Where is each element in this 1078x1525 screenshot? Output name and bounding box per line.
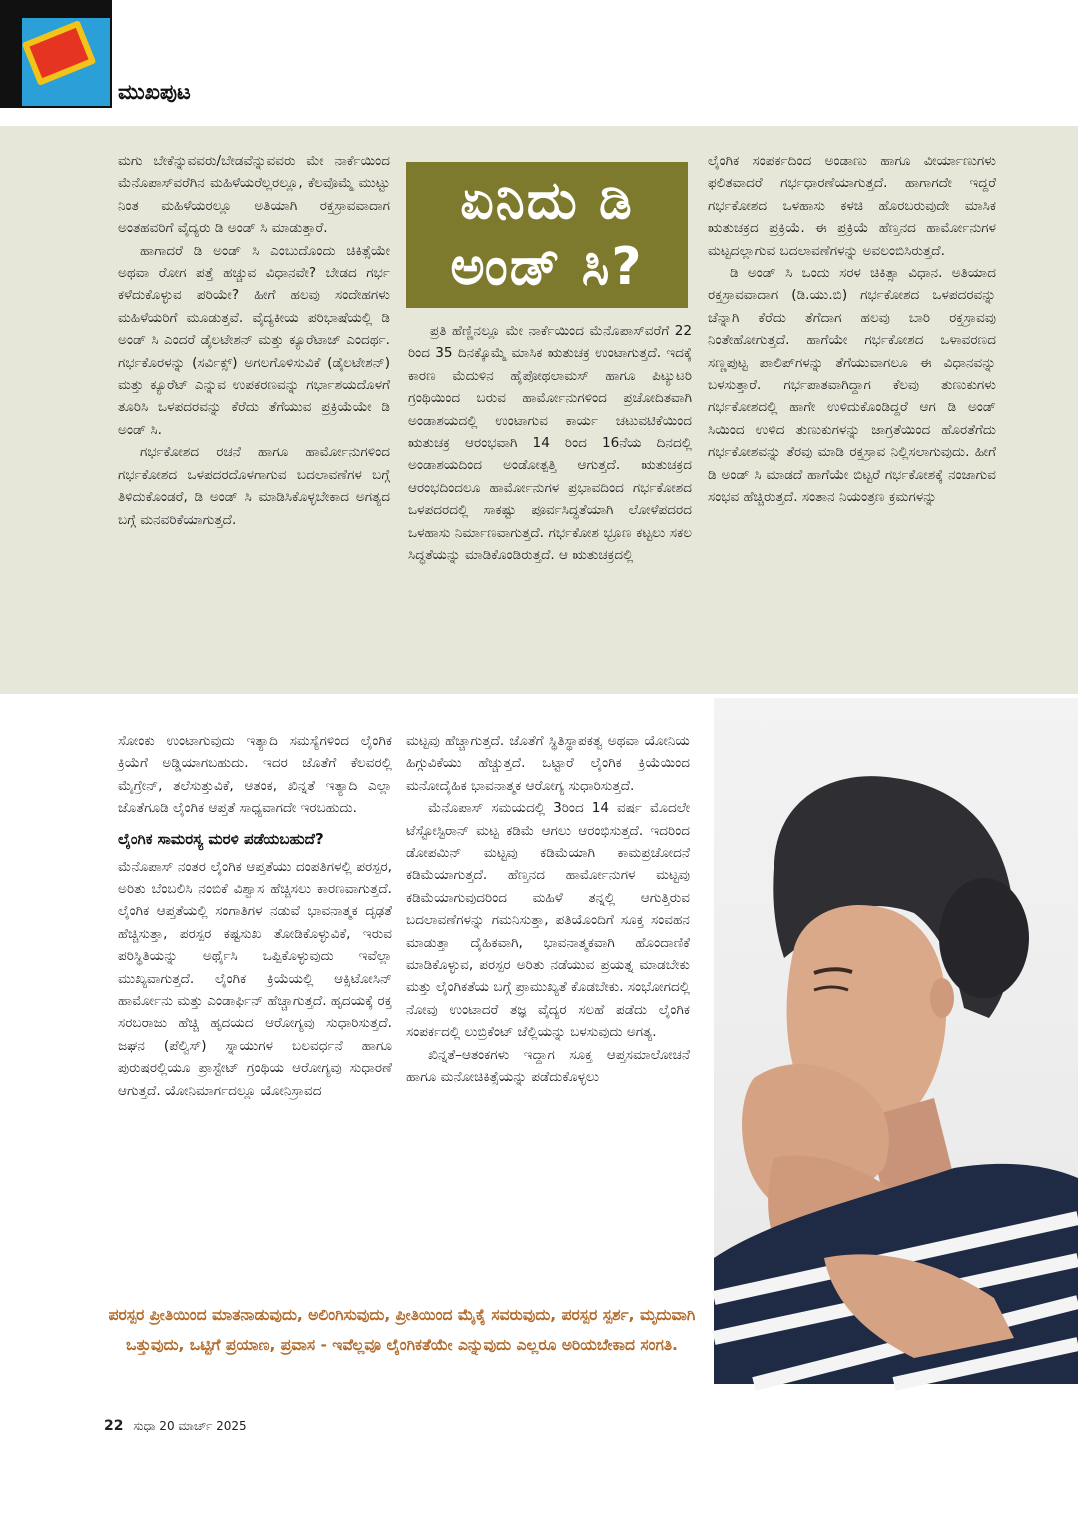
article-column-2 bbox=[408, 320, 692, 686]
paragraph: ಸೋಂಕು ಉಂಟಾಗುವುದು ಇತ್ಯಾದಿ ಸಮಸ್ಯೆಗಳಿಂದ ಲೈಂಗಿಕ ಕ್ರಿಯೆಗೆ ಅಡ್ಡಿಯಾಗಬಹುದು. ಇದರ ಜೊತೆಗೆ ಕೆಲವರಲ್ಲಿ ಮೈಗ್ರೇನ್, ತಲೆಸುತ್ತುವಿಕೆ, ಆತಂಕ, ಖಿನ್ನತೆ ಇತ್ಯಾದಿ ಎಲ್ಲಾ ಜೊತೆಗೂಡಿ ಲೈಂಗಿಕ ಆಪ್ತತೆ ಸಾಧ್ಯವಾಗದೇ ಇರಬಹುದು. bbox=[118, 733, 392, 817]
bottom-column-1 bbox=[118, 730, 392, 1099]
bottom-column-1-body bbox=[118, 856, 392, 1099]
paragraph: ಮೆನೊಪಾಸ್ ಸಮಯದಲ್ಲಿ 3ರಿಂದ 14 ವರ್ಷ ಮೊದಲೇ ಟೆಸ್ಟೋಸ್ಟಿರಾನ್ ಮಟ್ಟ ಕಡಿಮೆ ಆಗಲು ಆರಂಭಿಸುತ್ತದೆ. ಇದರಿಂದ ಡೋಪಮಿನ್ ಮಟ್ಟವು ಕಡಿಮೆಯಾಗಿ ಕಾಮಪ್ರಚೋದನೆ ಕಡಿಮೆಯಾಗುತ್ತದೆ. ಹೆಣ್ತನದ ಹಾರ್ಮೋನುಗಳ ಮಟ್ಟವು ಕಡಿಮೆಯಾಗುವುದರಿಂದ ಮಹಿಳೆ ತನ್ನಲ್ಲಿ ಆಗುತ್ತಿರುವ ಬದಲಾವಣೆಗಳನ್ನು ಗಮನಿಸುತ್ತಾ, ಪತಿಯೊಂದಿಗೆ ಸೂಕ್ತ ಸಂವಹನ ಮಾಡುತ್ತಾ ದೈಹಿಕವಾಗಿ, ಭಾವನಾತ್ಮಕವಾಗಿ ಹೊಂದಾಣಿಕೆ ಮಾಡಿಕೊಳ್ಳುವ, ಪರಸ್ಪರ ಅರಿತು ನಡೆಯುವ ಪ್ರಯತ್ನ ಮಾಡಬೇಕು ಮತ್ತು ಲೈಂಗಿಕತೆಯ ಬಗ್ಗೆ ಪ್ರಾಮುಖ್ಯತೆ ಕೊಡಬೇಕು. ಸಂಭೋಗದಲ್ಲಿ ನೋವು ಉಂಟಾದರೆ ತಜ್ಞ ವೈದ್ಯರ ಸಲಹೆ ಪಡೆದು ಲೈಂಗಿಕ ಸಂಪರ್ಕದಲ್ಲಿ ಲುಬ್ರಿಕೆಂಟ್ ಜೆಲ್ಲಿಯನ್ನು ಬಳಸುವುದು ಅಗತ್ಯ. bbox=[406, 800, 690, 1041]
subheading: ಲೈಂಗಿಕ ಸಾಮರಸ್ಯ ಮರಳಿ ಪಡೆಯಬಹುದೆ? bbox=[118, 829, 324, 848]
article-title-line-1: ಏನಿದು ಡಿ bbox=[460, 171, 634, 231]
bottom-column-2 bbox=[406, 730, 690, 1090]
magazine-logo bbox=[0, 0, 112, 108]
paragraph: ಪ್ರತಿ ಹೆಣ್ಣಿನಲ್ಲೂ ಮೇ ನಾರ್ಕೆಯಿಂದ ಮೆನೊಪಾಸ್‌ವರೆಗೆ 22 ರಿಂದ 35 ದಿನಕ್ಕೊಮ್ಮೆ ಮಾಸಿಕ ಋತುಚಕ್ರ ಉಂಟಾಗುತ್ತದೆ. ಇದಕ್ಕೆ ಕಾರಣ ಮೆದುಳಿನ ಹೈಪೋಥಲಾಮಸ್ ಹಾಗೂ ಪಿಟ್ಯುಟರಿ ಗ್ರಂಥಿಯಿಂದ ಬರುವ ಹಾರ್ಮೋನುಗಳಿಂದ ಪ್ರಚೋದಿತವಾಗಿ ಅಂಡಾಶಯದಲ್ಲಿ ಉಂಟಾಗುವ ಕಾರ್ಯ ಚಟುವಟಿಕೆಯಿಂದ ಋತುಚಕ್ರ ಆರಂಭವಾಗಿ 14 ರಿಂದ 16ನೆಯ ದಿನದಲ್ಲಿ ಅಂಡಾಶಯದಿಂದ ಅಂಡೋತ್ಪತ್ತಿ ಆಗುತ್ತದೆ. ಋತುಚಕ್ರದ ಆರಂಭದಿಂದಲೂ ಹಾರ್ಮೋನುಗಳ ಪ್ರಭಾವದಿಂದ ಗರ್ಭಕೋಶದ ಒಳಪದರದಲ್ಲಿ ಸಾಕಷ್ಟು ಪೂರ್ವಸಿದ್ಧತೆಯಾಗಿ ಲೋಳೆಪದರದ ಒಳಹಾಸು ನಿರ್ಮಾಣವಾಗುತ್ತದೆ. ಗರ್ಭಕೋಶ ಭ್ರೂಣ ಕಟ್ಟಲು ಸಕಲ ಸಿದ್ಧತೆಯನ್ನು ಮಾಡಿಕೊಂಡಿರುತ್ತದೆ. ಆ ಋತುಚಕ್ರದಲ್ಲಿ bbox=[408, 323, 692, 564]
paragraph: ಖಿನ್ನತೆ–ಆತಂಕಗಳು ಇದ್ದಾಗ ಸೂಕ್ತ ಆಪ್ತಸಮಾಲೋಚನೆ ಹಾಗೂ ಮನೋಚಿಕಿತ್ಸೆಯನ್ನು ಪಡೆದುಕೊಳ್ಳಲು bbox=[406, 1046, 690, 1086]
pull-quote: ಪರಸ್ಪರ ಪ್ರೀತಿಯಿಂದ ಮಾತನಾಡುವುದು, ಅಲಿಂಗಿಸುವುದು, ಪ್ರೀತಿಯಿಂದ ಮೈಕೈ ಸವರುವುದು, ಪರಸ್ಪರ ಸ್ಪರ್ಶ, ಮೃದುವಾಗಿ ಒತ್ತುವುದು, ಒಟ್ಟಿಗೆ ಪ್ರಯಾಣ, ಪ್ರವಾಸ - ಇವೆಲ್ಲವೂ ಲೈಂಗಿಕತೆಯೇ ಎನ್ನುವುದು ಎಲ್ಲರೂ ಅರಿಯಬೇಕಾದ ಸಂಗತಿ. bbox=[108, 1306, 696, 1354]
paragraph: ಹಾಗಾದರೆ ಡಿ ಅಂಡ್ ಸಿ ಎಂಬುದೊಂದು ಚಿಕಿತ್ಸೆಯೇ ಅಥವಾ ರೋಗ ಪತ್ತೆ ಹಚ್ಚುವ ವಿಧಾನವೇ? ಬೇಡದ ಗರ್ಭ ಕಳೆದುಕೊಳ್ಳುವ ಪರಿಯೇ? ಹೀಗೆ ಹಲವು ಸಂದೇಹಗಳು ಮಹಿಳೆಯರಿಗೆ ಮೂಡುತ್ತವೆ. ವೈದ್ಯಕೀಯ ಪರಿಭಾಷೆಯಲ್ಲಿ ಡಿ ಅಂಡ್ ಸಿ ಎಂದರೆ ಡೈಲಟೇಶನ್ ಮತ್ತು ಕ್ಯೂರೆಟಾಜ್ ಎಂದರ್ಥ. ಗರ್ಭಕೊರಳನ್ನು (ಸರ್ವಿಕ್ಸ್) ಅಗಲಗೊಳಿಸುವಿಕೆ (ಡೈಲಟೇಶನ್) ಮತ್ತು ಕ್ಯೂರೆಟ್ ಎನ್ನುವ ಉಪಕರಣವನ್ನು ಗರ್ಭಾಶಯದೊಳಗೆ ತೂರಿಸಿ ಒಳಪದರವನ್ನು ಕೆರೆದು ತೆಗೆಯುವ ಪ್ರಕ್ರಿಯೆಯೇ ಡಿ ಅಂಡ್ ಸಿ. bbox=[118, 242, 390, 438]
paragraph: ಮಟ್ಟವು ಹೆಚ್ಚಾಗುತ್ತದೆ. ಜೊತೆಗೆ ಸ್ಥಿತಿಸ್ಥಾಪಕತ್ವ ಅಥವಾ ಯೋನಿಯ ಹಿಗ್ಗುವಿಕೆಯು ಹೆಚ್ಚುತ್ತದೆ. ಒಟ್ಟಾರೆ ಲೈಂಗಿಕ ಕ್ರಿಯೆಯಿಂದ ಮನೋದೈಹಿಕ ಭಾವನಾತ್ಮಕ ಆರೋಗ್ಯ ಸುಧಾರಿಸುತ್ತದೆ. bbox=[406, 733, 690, 794]
article-title-line-2: ಅಂಡ್ ಸಿ? bbox=[450, 237, 644, 297]
page-footer bbox=[104, 1418, 247, 1434]
paragraph: ಮಗು ಬೇಕೆನ್ನುವವರು/ಬೇಡವೆನ್ನುವವರು ಮೇ ನಾರ್ಕೆಯಿಂದ ಮೆನೊಪಾಸ್‌ವರೆಗಿನ ಮಹಿಳೆಯರೆಲ್ಲರಲ್ಲೂ, ಕೆಲವೊಮ್ಮೆ ಮುಟ್ಟು ನಿಂತ ಮಹಿಳೆಯರಲ್ಲೂ ಅತಿಯಾಗಿ ರಕ್ತಸ್ರಾವವಾದಾಗ ಅಂತಹವರಿಗೆ ವೈದ್ಯರು ಡಿ ಅಂಡ್ ಸಿ ಮಾಡುತ್ತಾರೆ. bbox=[118, 153, 390, 237]
issue-info: ಸುಧಾ 20 ಮಾರ್ಚ್ 2025 bbox=[133, 1419, 247, 1433]
paragraph: ಮೆನೊಪಾಸ್ ನಂತರ ಲೈಂಗಿಕ ಆಪ್ತತೆಯು ದಂಪತಿಗಳಲ್ಲಿ ಪರಸ್ಪರ, ಅರಿತು ಬೆಂಬಲಿಸಿ ನಂಬಿಕೆ ವಿಶ್ವಾಸ ಹೆಚ್ಚಿಸಲು ಕಾರಣವಾಗುತ್ತದೆ. ಲೈಂಗಿಕ ಆಪ್ತತೆಯಲ್ಲಿ ಸಂಗಾತಿಗಳ ನಡುವೆ ಭಾವನಾತ್ಮಕ ದೃಢತೆ ಹೆಚ್ಚಿಸುತ್ತಾ, ಪರಸ್ಪರ ಕಷ್ಟಸುಖ ತೋಡಿಕೊಳ್ಳುವಿಕೆ, ಇರುವ ಪರಿಸ್ಥಿತಿಯನ್ನು ಅರ್ಥೈಸಿ ಒಪ್ಪಿಕೊಳ್ಳುವುದು ಇವೆಲ್ಲಾ ಮುಖ್ಯವಾಗುತ್ತದೆ. ಲೈಂಗಿಕ ಕ್ರಿಯೆಯಲ್ಲಿ ಆಕ್ಸಿಟೋಸಿನ್ ಹಾರ್ಮೋನು ಮತ್ತು ಎಂಡಾರ್ಫಿನ್ ಹೆಚ್ಚಾಗುತ್ತದೆ. ಹೃದಯಕ್ಕೆ ರಕ್ತ ಸರಬರಾಜು ಹೆಚ್ಚಿ ಹೃದಯದ ಆರೋಗ್ಯವು ಸುಧಾರಿಸುತ್ತದೆ. ಜಘನ (ಪೆಲ್ವಿಸ್) ಸ್ನಾಯುಗಳ ಬಲವರ್ಧನೆ ಹಾಗೂ ಪುರುಷರಲ್ಲಿಯೂ ಪ್ರಾಸ್ಟೇಟ್ ಗ್ರಂಥಿಯ ಆರೋಗ್ಯವು ಸುಧಾರಣೆ ಆಗುತ್ತದೆ. ಯೋನಿಮಾರ್ಗದಲ್ಲೂ ಯೋನಿಸ್ರಾವದ bbox=[118, 858, 392, 1099]
article-column-3 bbox=[708, 150, 996, 686]
woman-photo bbox=[714, 698, 1078, 1384]
paragraph: ಡಿ ಅಂಡ್ ಸಿ ಒಂದು ಸರಳ ಚಿಕಿತ್ಸಾ ವಿಧಾನ. ಅತಿಯಾದ ರಕ್ತಸ್ರಾವವಾದಾಗ (ಡಿ.ಯು.ಬಿ) ಗರ್ಭಕೋಶದ ಒಳಪದರವನ್ನು ಚೆನ್ನಾಗಿ ಕೆರೆದು ತೆಗೆದಾಗ ಹಲವು ಬಾರಿ ರಕ್ತಸ್ರಾವವು ನಿಂತೇಹೋಗುತ್ತದೆ. ಹಾಗೆಯೇ ಗರ್ಭಕೋಶದ ಒಳಾವರಣದ ಸಣ್ಣಪುಟ್ಟ ಪಾಲಿಪ್‌ಗಳನ್ನು ತೆಗೆಯುವಾಗಲೂ ಈ ವಿಧಾನವನ್ನು ಬಳಸುತ್ತಾರೆ. ಗರ್ಭಪಾತವಾಗಿದ್ದಾಗ ಕೆಲವು ತುಣುಕುಗಳು ಗರ್ಭಕೋಶದಲ್ಲಿ ಹಾಗೇ ಉಳಿದುಕೊಂಡಿದ್ದರೆ ಆಗ ಡಿ ಅಂಡ್ ಸಿಯಿಂದ ಉಳಿದ ತುಣುಕುಗಳನ್ನು ಜಾಗ್ರತೆಯಿಂದ ಹೊರತೆಗೆದು ಗರ್ಭಕೋಶವನ್ನು ತೆರವು ಮಾಡಿ ರಕ್ತಸ್ರಾವ ನಿಲ್ಲಿಸಲಾಗುವುದು. ಹೀಗೆ ಡಿ ಅಂಡ್ ಸಿ ಮಾಡದೆ ಹಾಗೆಯೇ ಬಿಟ್ಟರೆ ಗರ್ಭಕೋಶಕ್ಕೆ ನಂಜಾಗುವ ಸಂಭವ ಹೆಚ್ಚಿರುತ್ತದೆ. ಸಂತಾನ ನಿಯಂತ್ರಣ ಕ್ರಮಗಳನ್ನು bbox=[708, 265, 996, 506]
page-number: 22 bbox=[104, 1418, 124, 1434]
paragraph: ಲೈಂಗಿಕ ಸಂಪರ್ಕದಿಂದ ಅಂಡಾಣು ಹಾಗೂ ವೀರ್ಯಾಣುಗಳು ಫಲಿತವಾದರೆ ಗರ್ಭಧಾರಣೆಯಾಗುತ್ತದೆ. ಹಾಗಾಗದೇ ಇದ್ದರೆ ಗರ್ಭಕೋಶದ ಒಳಹಾಸು ಕಳಚಿ ಹೊರಬರುವುದೇ ಮಾಸಿಕ ಋತುಚಕ್ರದ ಪ್ರಕ್ರಿಯೆ. ಈ ಪ್ರಕ್ರಿಯೆ ಹೆಣ್ತನದ ಹಾರ್ಮೋನುಗಳ ಮಟ್ಟದಲ್ಲಾಗುವ ಬದಲಾವಣೆಗಳನ್ನು ಅವಲಂಬಿಸಿರುತ್ತದೆ. bbox=[708, 153, 996, 259]
paragraph: ಗರ್ಭಕೋಶದ ರಚನೆ ಹಾಗೂ ಹಾರ್ಮೋನುಗಳಿಂದ ಗರ್ಭಕೋಶದ ಒಳಪದರದೊಳಗಾಗುವ ಬದಲಾವಣೆಗಳ ಬಗ್ಗೆ ತಿಳಿದುಕೊಂಡರೆ, ಡಿ ಅಂಡ್ ಸಿ ಮಾಡಿಸಿಕೊಳ್ಳಬೇಕಾದ ಅಗತ್ಯದ ಬಗ್ಗೆ ಮನವರಿಕೆಯಾಗುತ್ತದೆ. bbox=[118, 444, 390, 528]
article-title-box bbox=[406, 162, 688, 308]
article-column-1 bbox=[118, 150, 390, 686]
woman-thinking-illustration bbox=[714, 698, 1078, 1384]
section-label: ಮುಖಪುಟ bbox=[118, 80, 191, 104]
